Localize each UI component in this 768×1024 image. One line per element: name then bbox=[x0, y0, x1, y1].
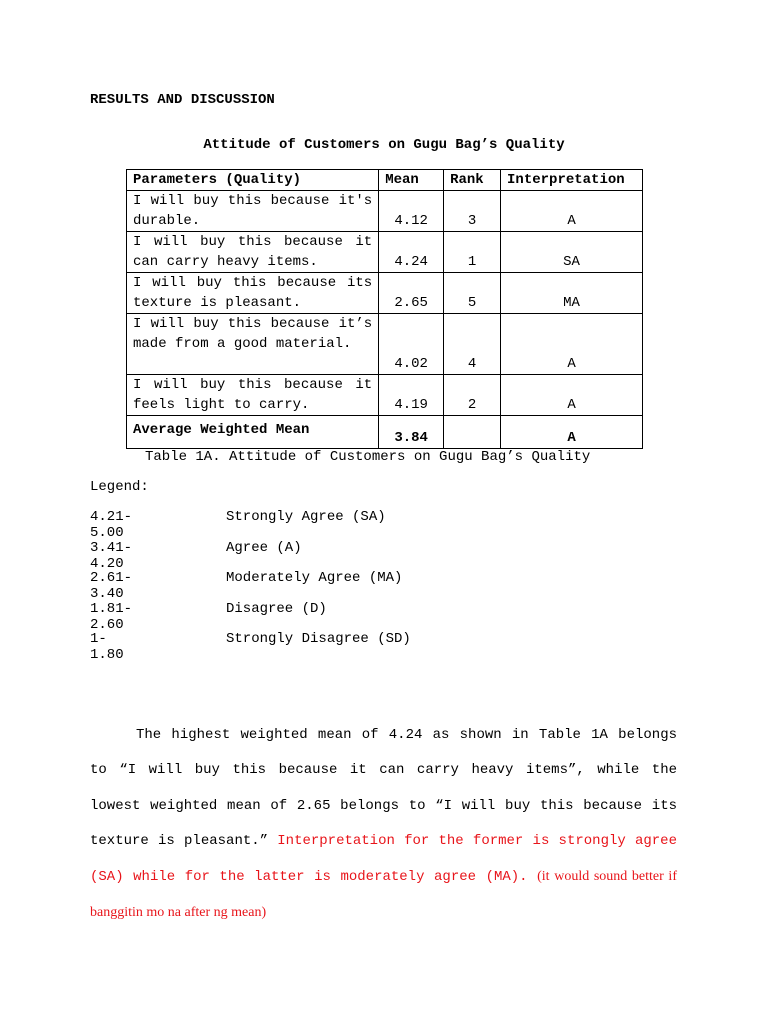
table-caption: Table 1A. Attitude of Customers on Gugu Bag’s Quality bbox=[145, 449, 591, 465]
row-parameter: I will buy this because it's durable. bbox=[127, 191, 379, 232]
reviewer-comment: (it would sound better if banggitin mo na after ng mean) bbox=[90, 869, 677, 921]
legend-label: Disagree (D) bbox=[226, 600, 327, 617]
table-header-row bbox=[127, 170, 643, 191]
table-row bbox=[127, 314, 643, 375]
table-row bbox=[127, 273, 643, 314]
header-parameters: Parameters (Quality) bbox=[127, 170, 379, 191]
row-rank: 5 bbox=[444, 273, 501, 314]
results-table bbox=[126, 169, 643, 449]
legend-label: Agree (A) bbox=[226, 539, 302, 556]
legend-label: Strongly Agree (SA) bbox=[226, 509, 386, 525]
row-mean: 2.65 bbox=[379, 273, 444, 314]
row-parameter: I will buy this because it feels light to carry. bbox=[127, 375, 379, 416]
row-interpretation: A bbox=[501, 314, 643, 375]
row-mean: 4.19 bbox=[379, 375, 444, 416]
header-interpretation: Interpretation bbox=[501, 170, 643, 191]
discussion-text: The highest weighted mean of 4.24 as shown in Table 1A belongs to “I will buy this because it can carry heavy items”, while the lowest weighted mean of 2.65 belongs to “I will buy this because its texture is pleasant.” bbox=[90, 727, 677, 849]
legend-title: Legend: bbox=[90, 479, 149, 495]
row-rank: 4 bbox=[444, 314, 501, 375]
table-row bbox=[127, 191, 643, 232]
legend-label: Strongly Disagree (SD) bbox=[226, 631, 411, 647]
row-parameter: I will buy this because its texture is pleasant. bbox=[127, 273, 379, 314]
table-row bbox=[127, 375, 643, 416]
legend-range: 2.61- 3.40 bbox=[90, 570, 133, 602]
legend-label: Moderately Agree (MA) bbox=[226, 570, 403, 586]
row-parameter: I will buy this because it’s made from a good material. bbox=[127, 314, 379, 375]
average-interpretation: A bbox=[501, 416, 643, 449]
row-mean: 4.02 bbox=[379, 314, 444, 375]
highlighted-interpretation: Interpretation for the former is strongly agree (SA) while for the latter is moderately agree (MA). bbox=[90, 832, 677, 886]
row-parameter: I will buy this because it can carry heavy items. bbox=[127, 232, 379, 273]
row-rank: 1 bbox=[444, 232, 501, 273]
row-mean: 4.24 bbox=[379, 232, 444, 273]
average-mean: 3.84 bbox=[379, 416, 444, 449]
row-interpretation: A bbox=[501, 191, 643, 232]
row-rank: 2 bbox=[444, 375, 501, 416]
section-heading: RESULTS AND DISCUSSION bbox=[90, 92, 275, 108]
row-rank: 3 bbox=[444, 191, 501, 232]
average-label: Average Weighted Mean bbox=[127, 416, 379, 449]
row-interpretation: MA bbox=[501, 273, 643, 314]
legend-range: 1.81- 2.60 bbox=[90, 600, 133, 633]
table-row bbox=[127, 232, 643, 273]
header-rank: Rank bbox=[444, 170, 501, 191]
row-interpretation: SA bbox=[501, 232, 643, 273]
average-rank bbox=[444, 416, 501, 449]
discussion-paragraph bbox=[90, 718, 677, 932]
legend-range: 4.21- 5.00 bbox=[90, 509, 133, 541]
table-title: Attitude of Customers on Gugu Bag’s Quality bbox=[203, 137, 565, 153]
row-interpretation: A bbox=[501, 375, 643, 416]
header-mean: Mean bbox=[379, 170, 444, 191]
legend-range: 3.41- 4.20 bbox=[90, 539, 133, 572]
average-row bbox=[127, 416, 643, 449]
row-mean: 4.12 bbox=[379, 191, 444, 232]
legend-range: 1- 1.80 bbox=[90, 631, 124, 663]
